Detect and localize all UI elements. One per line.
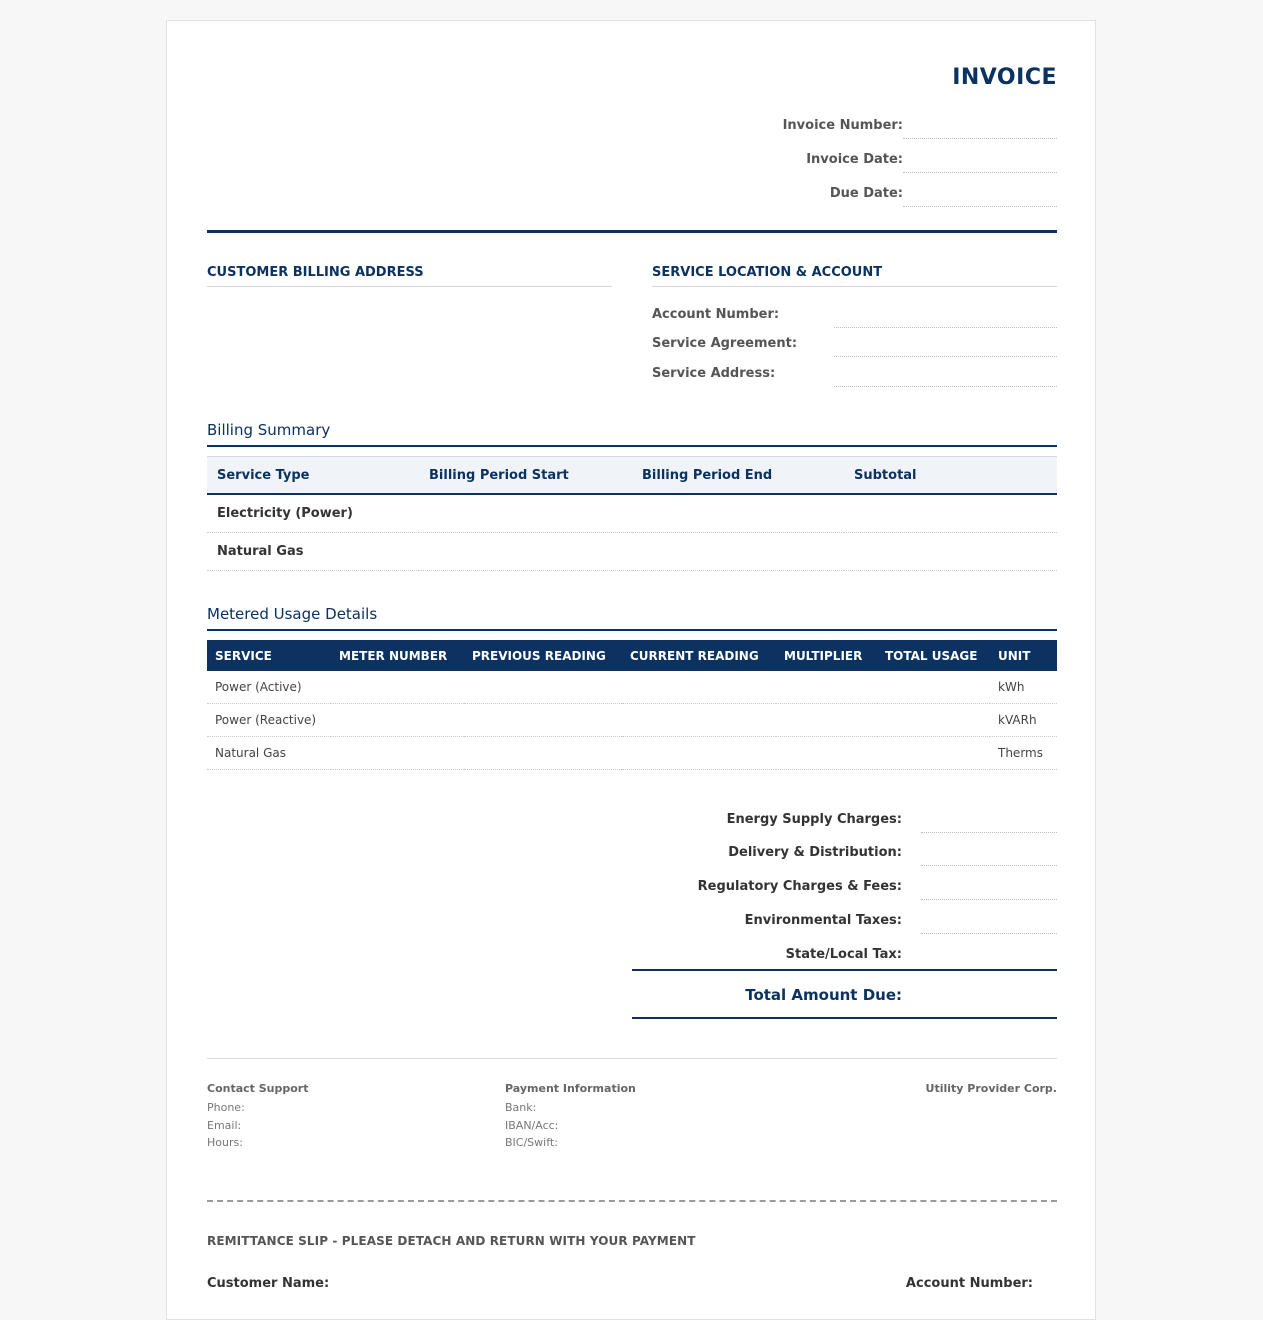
previous-reading-cell[interactable]	[464, 671, 622, 704]
subtotal-cell[interactable]	[844, 533, 1057, 571]
due-date-label: Due Date:	[829, 186, 903, 201]
due-date-row	[657, 186, 1057, 220]
support-hours: Hours:	[207, 1136, 243, 1149]
column-header: METER NUMBER	[331, 640, 464, 671]
usage-service-cell: Power (Reactive)	[207, 704, 331, 737]
energy-supply-row	[632, 812, 1057, 846]
table-row	[207, 704, 1057, 737]
support-email: Email:	[207, 1118, 242, 1132]
invoice-date-row	[657, 152, 1057, 186]
meter-number-cell[interactable]	[331, 704, 464, 737]
column-header: PREVIOUS READING	[464, 640, 622, 671]
unit-cell: kVARh	[990, 704, 1057, 737]
service-address-label: Service Address:	[652, 366, 776, 381]
service-type-cell: Electricity (Power)	[207, 494, 419, 533]
billing-summary-table	[207, 456, 1057, 571]
column-header: Billing Period Start	[419, 457, 632, 495]
column-header: Billing Period End	[632, 457, 844, 495]
invoice-number-label: Invoice Number:	[782, 118, 903, 133]
due-date-field[interactable]	[903, 186, 1057, 207]
period-end-cell[interactable]	[632, 533, 844, 571]
invoice-title: INVOICE	[952, 65, 1057, 90]
previous-reading-cell[interactable]	[464, 737, 622, 770]
total-due-field[interactable]	[921, 985, 1057, 1005]
environmental-row	[632, 913, 1057, 947]
table-row	[207, 533, 1057, 571]
regulatory-row	[632, 879, 1057, 913]
remittance-title: REMITTANCE SLIP - PLEASE DETACH AND RETURN WITH YOUR PAYMENT	[207, 1234, 696, 1248]
usage-service-cell: Natural Gas	[207, 737, 331, 770]
total-due-label: Total Amount Due:	[745, 986, 902, 1004]
table-header-row	[207, 640, 1057, 671]
total-usage-cell[interactable]	[877, 671, 990, 704]
remit-account-number-label: Account Number:	[905, 1276, 1033, 1291]
energy-supply-label: Energy Supply Charges:	[726, 812, 902, 827]
usage-service-cell: Power (Active)	[207, 671, 331, 704]
multiplier-cell[interactable]	[776, 671, 877, 704]
delivery-field[interactable]	[921, 845, 1057, 866]
table-row	[207, 737, 1057, 770]
delivery-label: Delivery & Distribution:	[728, 845, 902, 860]
table-row	[207, 494, 1057, 533]
regulatory-label: Regulatory Charges & Fees:	[697, 879, 902, 894]
environmental-field[interactable]	[921, 913, 1057, 934]
invoice-number-row	[657, 118, 1057, 152]
multiplier-cell[interactable]	[776, 737, 877, 770]
table-row	[207, 671, 1057, 704]
payment-info-heading: Payment Information	[505, 1082, 636, 1095]
service-type-cell: Natural Gas	[207, 533, 419, 571]
payment-information	[505, 1082, 636, 1152]
contact-support	[207, 1082, 309, 1152]
subtotal-cell[interactable]	[844, 494, 1057, 533]
payment-bank: Bank:	[505, 1101, 537, 1114]
service-agreement-row	[652, 336, 1057, 366]
column-header: Service Type	[207, 457, 419, 495]
regulatory-field[interactable]	[921, 879, 1057, 900]
metered-usage-table	[207, 640, 1057, 770]
current-reading-cell[interactable]	[622, 737, 776, 770]
account-number-row	[652, 307, 1057, 337]
total-usage-cell[interactable]	[877, 704, 990, 737]
metered-usage-title: Metered Usage Details	[207, 605, 1057, 631]
service-address-row	[652, 366, 1057, 396]
current-reading-cell[interactable]	[622, 671, 776, 704]
invoice-number-field[interactable]	[903, 118, 1057, 139]
billing-address-heading: CUSTOMER BILLING ADDRESS	[207, 265, 612, 287]
column-header: Subtotal	[844, 457, 1057, 495]
invoice-date-label: Invoice Date:	[806, 152, 903, 167]
remit-customer-name-label: Customer Name:	[207, 1276, 330, 1291]
billing-summary-title: Billing Summary	[207, 421, 1057, 447]
service-address-field[interactable]	[834, 366, 1057, 387]
unit-cell: kWh	[990, 671, 1057, 704]
unit-cell: Therms	[990, 737, 1057, 770]
period-start-cell[interactable]	[419, 494, 632, 533]
account-number-field[interactable]	[834, 307, 1057, 328]
account-number-label: Account Number:	[652, 307, 780, 322]
column-header: SERVICE	[207, 640, 331, 671]
detach-line	[207, 1200, 1057, 1202]
company-name: Utility Provider Corp.	[925, 1082, 1057, 1095]
multiplier-cell[interactable]	[776, 704, 877, 737]
invoice-date-field[interactable]	[903, 152, 1057, 173]
column-header: CURRENT READING	[622, 640, 776, 671]
service-agreement-label: Service Agreement:	[652, 336, 798, 351]
period-end-cell[interactable]	[632, 494, 844, 533]
previous-reading-cell[interactable]	[464, 704, 622, 737]
column-header: MULTIPLIER	[776, 640, 877, 671]
meter-number-cell[interactable]	[331, 737, 464, 770]
contact-support-heading: Contact Support	[207, 1082, 309, 1095]
current-reading-cell[interactable]	[622, 704, 776, 737]
table-header-row	[207, 457, 1057, 495]
payment-iban: IBAN/Acc:	[505, 1118, 559, 1132]
payment-bic: BIC/Swift:	[505, 1136, 558, 1149]
environmental-label: Environmental Taxes:	[744, 913, 902, 928]
state-local-label: State/Local Tax:	[785, 947, 902, 962]
column-header: UNIT	[990, 640, 1057, 671]
total-usage-cell[interactable]	[877, 737, 990, 770]
meter-number-cell[interactable]	[331, 671, 464, 704]
service-agreement-field[interactable]	[834, 336, 1057, 357]
period-start-cell[interactable]	[419, 533, 632, 571]
column-header: TOTAL USAGE	[877, 640, 990, 671]
header-divider	[207, 230, 1057, 233]
support-phone: Phone:	[207, 1101, 245, 1114]
invoice-page	[166, 20, 1096, 1320]
footer-divider	[207, 1058, 1057, 1059]
total-due-box	[632, 969, 1057, 1019]
delivery-row	[632, 845, 1057, 879]
company-info	[926, 1082, 1057, 1099]
service-location-heading: SERVICE LOCATION & ACCOUNT	[652, 265, 1057, 287]
energy-supply-field[interactable]	[921, 812, 1057, 833]
